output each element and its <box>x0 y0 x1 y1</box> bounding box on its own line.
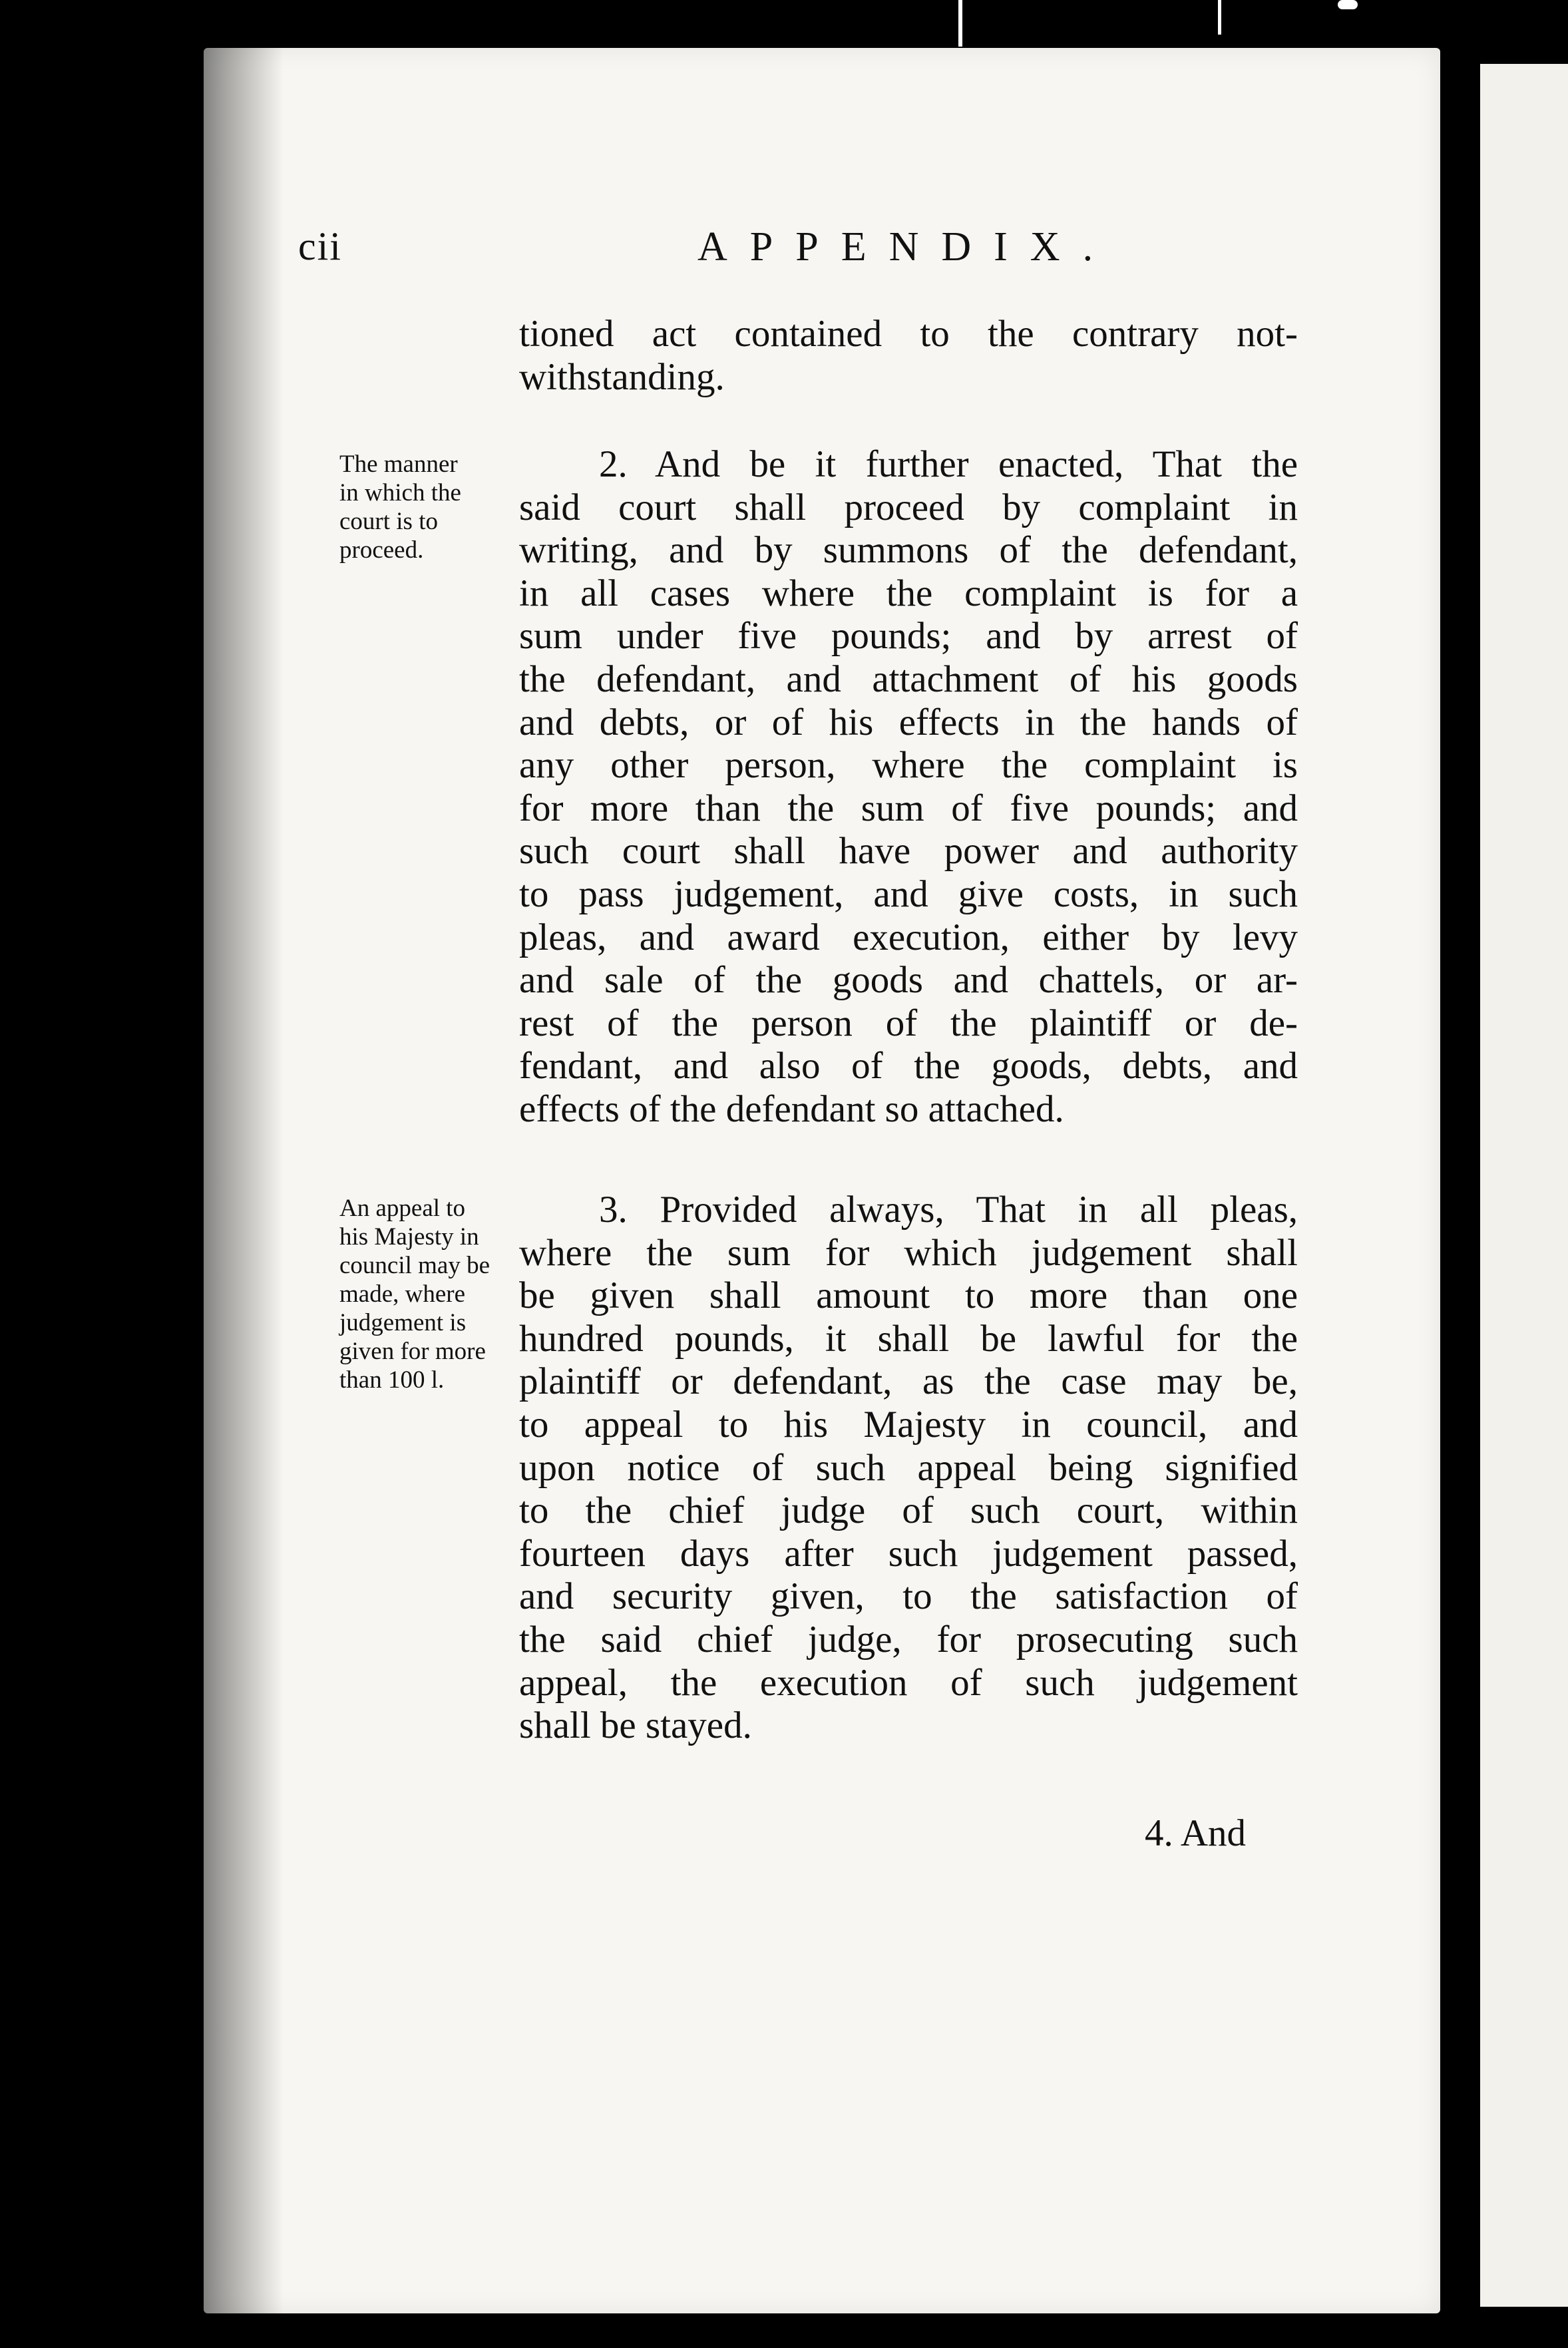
text-line: the defendant, and attachment of his goods <box>519 658 1298 700</box>
text-line: and security given, to the satisfaction of <box>519 1575 1298 1618</box>
text-line: for more than the sum of five pounds; and <box>519 787 1298 829</box>
margin-note-line: The manner <box>339 451 458 478</box>
margin-note-section-3 <box>339 1194 529 1394</box>
text-line: the said chief judge, for prosecuting such <box>519 1618 1298 1661</box>
text-line: be given shall amount to more than one <box>519 1274 1298 1317</box>
margin-note-line: given for more <box>339 1338 486 1365</box>
scan-artifact-mark <box>1218 0 1221 35</box>
facing-page-edge <box>1480 64 1568 2307</box>
text-line: sum under five pounds; and by arrest of <box>519 615 1298 658</box>
text-line: withstanding. <box>519 355 725 398</box>
text-line: to pass judgement, and give costs, in such <box>519 873 1298 915</box>
text-line: to appeal to his Majesty in council, and <box>519 1403 1298 1446</box>
margin-note-line: An appeal to <box>339 1195 466 1222</box>
text-line: such court shall have power and authority <box>519 830 1298 873</box>
text-line: and debts, or of his effects in the hands of <box>519 701 1298 743</box>
text-line: 2. And be it further enacted, That the <box>599 443 1298 485</box>
text-line: upon notice of such appeal being signified <box>519 1446 1298 1489</box>
margin-note-line: court is to <box>339 508 438 535</box>
text-line: plaintiff or defendant, as the case may be, <box>519 1360 1298 1403</box>
margin-note-line: in which the <box>339 479 461 506</box>
margin-note-line: his Majesty in <box>339 1223 479 1251</box>
text-line: where the sum for which judgement shall <box>519 1231 1298 1274</box>
text-line: hundred pounds, it shall be lawful for the <box>519 1317 1298 1360</box>
running-title: APPENDIX. <box>697 224 1116 270</box>
scan-artifact-mark <box>1338 0 1358 9</box>
text-line: in all cases where the complaint is for a <box>519 572 1298 614</box>
margin-note-line: judgement is <box>339 1309 467 1336</box>
page-header <box>298 224 1296 284</box>
page-number: cii <box>298 224 342 268</box>
section-3-paragraph <box>519 1189 1298 1748</box>
text-line: and sale of the goods and chattels, or ar- <box>519 959 1298 1002</box>
continuation-paragraph <box>519 313 1298 399</box>
text-line: fendant, and also of the goods, debts, and <box>519 1045 1298 1087</box>
margin-note-line: made, where <box>339 1280 466 1308</box>
margin-note-line: than 100 l. <box>339 1366 445 1394</box>
text-line: tioned act contained to the contrary not- <box>519 313 1298 355</box>
text-line: fourteen days after such judgement passed, <box>519 1532 1298 1575</box>
text-line: effects of the defendant so attached. <box>519 1087 1064 1130</box>
scan-artifact-mark <box>958 0 962 47</box>
text-line: 3. Provided always, That in all pleas, <box>599 1189 1298 1231</box>
text-line: shall be stayed. <box>519 1704 752 1747</box>
margin-note-line: proceed. <box>339 536 424 564</box>
margin-note-section-2 <box>339 450 529 564</box>
text-line: writing, and by summons of the defendant, <box>519 529 1298 572</box>
text-line: any other person, where the complaint is <box>519 744 1298 787</box>
text-line: appeal, the execution of such judgement <box>519 1661 1298 1704</box>
text-line: said court shall proceed by complaint in <box>519 486 1298 528</box>
text-line: to the chief judge of such court, within <box>519 1489 1298 1532</box>
text-line: pleas, and award execution, either by levy <box>519 916 1298 958</box>
margin-note-line: council may be <box>339 1252 490 1279</box>
section-2-paragraph <box>519 443 1298 1131</box>
text-line: rest of the person of the plaintiff or de- <box>519 1002 1298 1044</box>
catchword: 4. And <box>1145 1812 1247 1854</box>
